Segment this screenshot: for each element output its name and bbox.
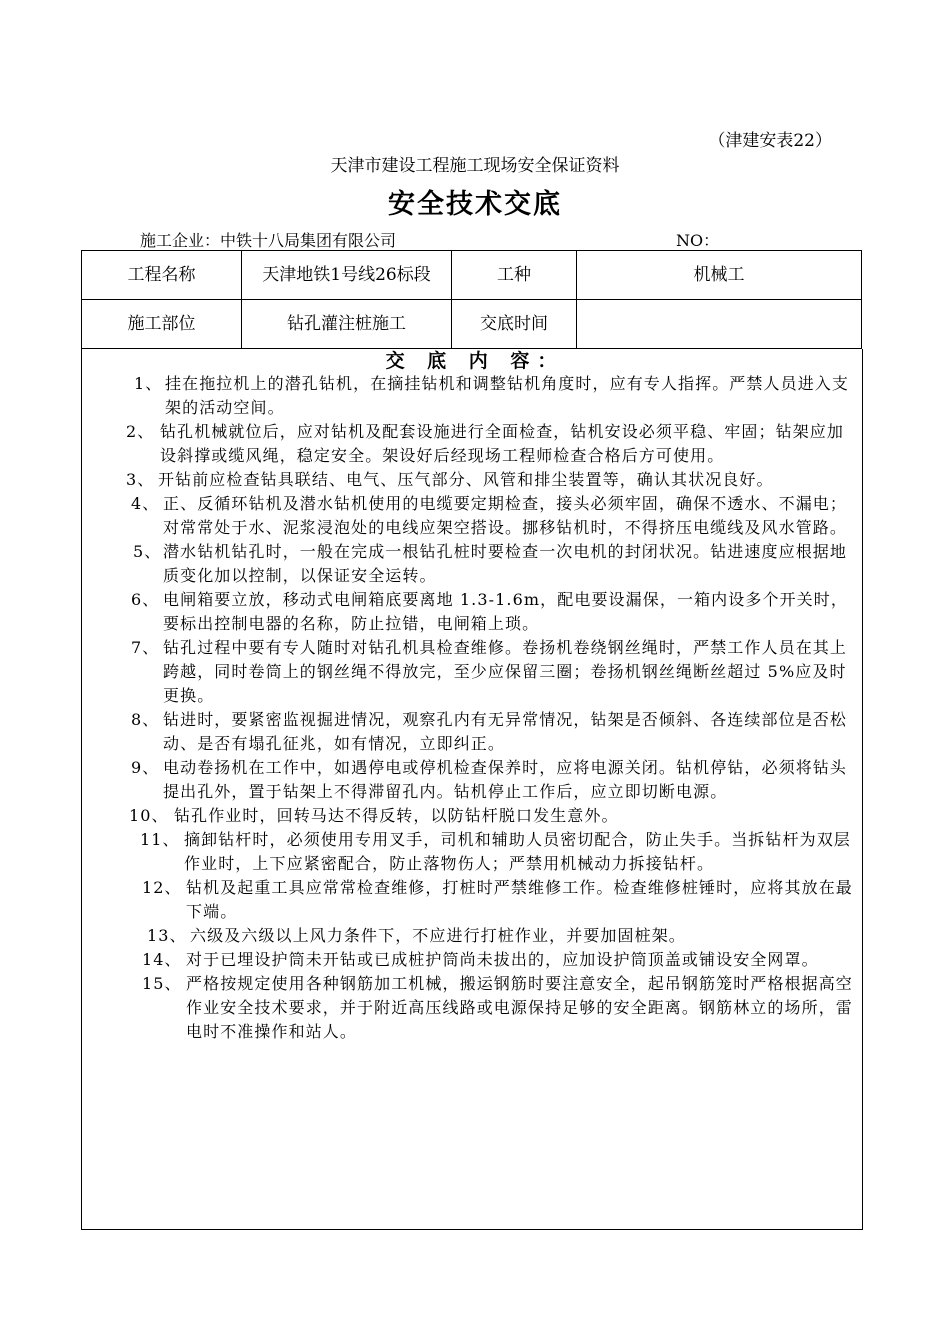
item-number: 3、: [126, 470, 155, 489]
list-item: [147, 924, 855, 948]
item-text: 电闸箱要立放，移动式电闸箱底要离地 1.3-1.6m，配电要设漏保，一箱内设多个开关时，要标出控制电器的名称，防止拉错，电闸箱上琐。: [163, 590, 848, 633]
item-text: 潜水钻机钻孔时，一般在完成一根钻孔桩时要检查一次电机的封闭状况。钻进速度应根据地质变化加以控制，以保证安全运转。: [163, 542, 848, 585]
item-number: 9、: [131, 758, 160, 777]
list-item: [131, 588, 855, 636]
item-text: 摘卸钻杆时，必须使用专用叉手，司机和辅助人员密切配合，防止失手。当拆钻杆为双层作业时，上下应紧密配合，防止落物伤人；严禁用机械动力拆接钻杆。: [184, 830, 851, 873]
item-number: 14、: [142, 950, 182, 969]
list-item: [140, 828, 855, 876]
form-code: （津建安表22）: [708, 131, 832, 151]
project-name-value: 天津地铁1号线26标段: [242, 251, 452, 300]
item-number: 6、: [131, 590, 160, 609]
item-text: 六级及六级以上风力条件下，不应进行打桩作业，并要加固桩架。: [190, 926, 686, 945]
list-item: [126, 420, 855, 468]
list-item: [131, 756, 855, 804]
list-item: [133, 540, 855, 588]
item-text: 对于已埋设护筒未开钻或已成桩护筒尚未拔出的，应加设护筒顶盖或铺设安全网罩。: [186, 950, 819, 969]
item-text: 电动卷扬机在工作中，如遇停电或停机检查保养时，应将电源关闭。钻机停钻，必须将钻头提出孔外，置于钻架上不得滞留孔内。钻机停止工作后，应立即切断电源。: [163, 758, 848, 801]
list-item: [142, 948, 855, 972]
company-label: 施工企业：中铁十八局集团有限公司: [140, 231, 397, 250]
item-number: 2、: [126, 422, 155, 441]
meta-row: [140, 228, 870, 251]
item-number: 12、: [142, 878, 182, 897]
item-text: 钻孔机械就位后，应对钻机及配套设施进行全面检查，钻机安设必须平稳、牢固；钻架应加设斜撑或缆风绳，稳定安全。架设好后经现场工程师检查合格后方可使用。: [160, 422, 845, 465]
item-text: 钻进时，要紧密监视掘进情况，观察孔内有无异常情况，钻架是否倾斜、各连续部位是否松动、是否有塌孔征兆，如有情况，立即纠正。: [163, 710, 848, 753]
item-text: 开钻前应检查钻具联结、电气、压气部分、风管和排尘装置等，确认其状况良好。: [158, 470, 774, 489]
item-text: 挂在拖拉机上的潜孔钻机，在摘挂钻机和调整钻机角度时，应有专人指挥。严禁人员进入支架的活动空间。: [165, 374, 850, 417]
content-title: 交 底 内 容：: [385, 350, 565, 372]
location-value: 钻孔灌注桩施工: [242, 300, 452, 349]
list-item: [126, 468, 855, 492]
item-text: 钻孔过程中要有专人随时对钻孔机具检查维修。卷扬机卷绕钢丝绳时，严禁工作人员在其上跨越，同时卷筒上的钢丝绳不得放完，至少应保留三圈；卷扬机钢丝绳断丝超过 5%应及时更换。: [163, 638, 848, 705]
item-text: 钻机及起重工具应常常检查维修，打桩时严禁维修工作。检查维修桩锤时，应将其放在最下端。: [186, 878, 853, 921]
info-table: [81, 250, 862, 349]
document-title: 安全技术交底: [388, 189, 562, 220]
list-item: [131, 636, 855, 708]
content-items: [0, 372, 950, 1044]
work-type-value: 机械工: [577, 251, 862, 300]
number-label: NO：: [676, 231, 720, 250]
series-title: 天津市建设工程施工现场安全保证资料: [330, 156, 620, 176]
item-number: 15、: [142, 974, 182, 993]
handover-time-label: 交底时间: [452, 300, 577, 349]
item-number: 5、: [133, 542, 162, 561]
work-type-label: 工种: [452, 251, 577, 300]
item-number: 13、: [147, 926, 187, 945]
item-number: 11、: [140, 830, 180, 849]
item-text: 严格按规定使用各种钢筋加工机械，搬运钢筋时要注意安全，起吊钢筋笼时严格根据高空作业安全技术要求，并于附近高压线路或电源保持足够的安全距离。钢筋林立的场所，雷电时不准操作和站人。: [186, 974, 853, 1041]
list-item: [131, 708, 855, 756]
item-number: 4、: [131, 494, 160, 513]
item-number: 8、: [131, 710, 160, 729]
item-text: 钻孔作业时，回转马达不得反转，以防钻杆脱口发生意外。: [174, 806, 619, 825]
info-row-location: [82, 300, 862, 349]
list-item: [129, 804, 855, 828]
item-number: 7、: [131, 638, 160, 657]
list-item: [142, 876, 855, 924]
list-item: [142, 972, 855, 1044]
item-number: 1、: [134, 374, 163, 393]
info-row-project: [82, 251, 862, 300]
location-label: 施工部位: [82, 300, 242, 349]
list-item: [134, 372, 855, 420]
handover-time-value: [577, 300, 862, 349]
item-number: 10、: [129, 806, 169, 825]
item-text: 正、反循环钻机及潜水钻机使用的电缆要定期检查，接头必须牢固，确保不透水、不漏电；对常常处于水、泥浆浸泡处的电线应架空搭设。挪移钻机时，不得挤压电缆线及风水管路。: [163, 494, 848, 537]
project-name-label: 工程名称: [82, 251, 242, 300]
list-item: [131, 492, 855, 540]
